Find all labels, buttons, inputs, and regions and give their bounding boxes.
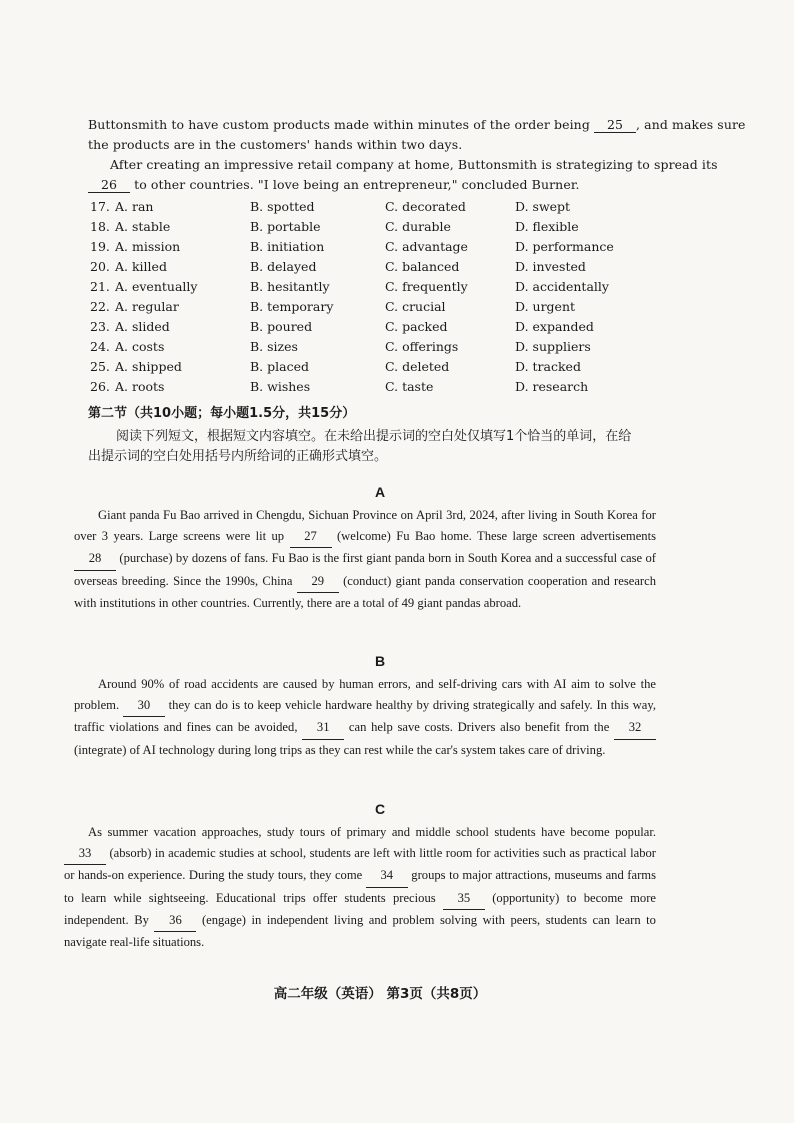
intro-text: , and makes sure: [636, 117, 746, 132]
intro-text: Buttonsmith to have custom products made within minutes of the order being: [88, 117, 590, 132]
option-row-19: [90, 239, 650, 257]
option-d: D. accidentally: [515, 279, 609, 294]
instructions-line-1: 阅读下列短文，根据短文内容填空。在未给出提示词的空白处仅填写1个恰当的单词，在给: [116, 429, 632, 444]
option-b: B. sizes: [250, 339, 298, 354]
option-d: D. performance: [515, 239, 614, 254]
instructions-line-2: 出提示词的空白处用括号内所给词的正确形式填空。: [88, 449, 388, 464]
blank-29: 29: [297, 571, 339, 593]
option-b: B. spotted: [250, 199, 315, 214]
option-a: A. ran: [115, 199, 154, 214]
passage-text: (opportunity) to become more independent. By: [64, 890, 656, 927]
question-number: 24.: [90, 339, 110, 354]
option-b: B. initiation: [250, 239, 325, 254]
option-b: B. poured: [250, 319, 313, 334]
passage-text: (absorb) in academic studies at school, students are left with little room for activities such as practical labor or hands-on experience. During the study tours, they come: [64, 846, 656, 883]
option-b: B. wishes: [250, 379, 311, 394]
option-row-21: [90, 279, 650, 297]
option-a: A. mission: [115, 239, 181, 254]
option-a: A. killed: [115, 259, 167, 274]
option-c: C. decorated: [385, 199, 466, 214]
intro-line-3: After creating an impressive retail company at home, Buttonsmith is strategizing to spread its: [110, 157, 718, 172]
option-d: D. swept: [515, 199, 571, 214]
blank-26: 26: [88, 177, 130, 193]
blank-28: 28: [74, 548, 116, 570]
blank-31: 31: [302, 717, 344, 739]
option-d: D. tracked: [515, 359, 581, 374]
passage-text: (engage) in independent living and problem solving with peers, students can learn to navigate real-life situations.: [64, 912, 656, 950]
question-number: 19.: [90, 239, 110, 254]
option-row-24: [90, 339, 650, 357]
question-number: 26.: [90, 379, 110, 394]
option-row-22: [90, 299, 650, 317]
blank-32: 32: [614, 717, 656, 739]
blank-35: 35: [443, 888, 485, 910]
question-number: 22.: [90, 299, 110, 314]
option-c: C. crucial: [385, 299, 446, 314]
question-number: 18.: [90, 219, 110, 234]
question-number: 21.: [90, 279, 110, 294]
passage-text: they can do is to keep vehicle hardware healthy by driving strategically and safely. In this way, traffic violations and fines can be avoided,: [74, 698, 656, 735]
option-a: A. roots: [115, 379, 165, 394]
option-b: B. temporary: [250, 299, 334, 314]
question-number: 20.: [90, 259, 110, 274]
question-number: 17.: [90, 199, 110, 214]
option-row-18: [90, 219, 650, 237]
passage-c: [64, 822, 656, 953]
option-d: D. urgent: [515, 299, 576, 314]
option-a: A. regular: [115, 299, 179, 314]
option-c: C. offerings: [385, 339, 459, 354]
passage-text: (conduct) giant panda conservation cooperation and research with institutions in other countries. Currently, there are a total of 49 giant pandas abroad.: [74, 573, 657, 610]
passage-a: [74, 505, 656, 614]
option-b: B. hesitantly: [250, 279, 330, 294]
passage-c-title: C: [374, 801, 386, 817]
passage-text: (purchase) by dozens of fans. Fu Bao is the first giant panda born in South Korea and a successful case of overseas breeding. Since the 1990s, China: [74, 551, 656, 588]
option-d: D. flexible: [515, 219, 579, 234]
option-a: A. stable: [115, 219, 171, 234]
option-a: A. slided: [115, 319, 170, 334]
intro-text: to other countries. "I love being an entrepreneur," concluded Burner.: [134, 177, 580, 192]
option-c: C. frequently: [385, 279, 468, 294]
passage-text: (welcome) Fu Bao home. These large screen advertisements: [336, 529, 656, 544]
option-b: B. placed: [250, 359, 309, 374]
option-row-25: [90, 359, 650, 377]
option-c: C. taste: [385, 379, 434, 394]
passage-text: Around 90% of road accidents are caused by human errors, and self-driving cars with AI aim to solve the problem.: [74, 677, 656, 713]
option-d: D. expanded: [515, 319, 594, 334]
option-a: A. shipped: [115, 359, 182, 374]
intro-line-1: [88, 117, 746, 133]
passage-b: [74, 674, 656, 761]
option-a: A. eventually: [115, 279, 198, 294]
question-number: 23.: [90, 319, 110, 334]
blank-27: 27: [290, 526, 332, 548]
passage-text: groups to major attractions, museums and farms to learn while sightseeing. Educational trips offer students precious: [64, 868, 656, 905]
option-row-23: [90, 319, 650, 337]
passage-text: As summer vacation approaches, study tours of primary and middle school students have become popular.: [88, 825, 656, 839]
option-row-17: [90, 199, 650, 217]
option-d: D. suppliers: [515, 339, 591, 354]
option-c: C. balanced: [385, 259, 460, 274]
option-d: D. research: [515, 379, 589, 394]
blank-25: 25: [594, 117, 636, 133]
passage-text: can help save costs. Drivers also benefit from the: [348, 720, 610, 735]
option-row-26: [90, 379, 650, 397]
option-a: A. costs: [115, 339, 165, 354]
passage-a-title: A: [374, 484, 386, 500]
passage-b-title: B: [374, 653, 386, 669]
page-footer: 高二年级（英语） 第3页（共8页）: [273, 986, 487, 1002]
option-c: C. advantage: [385, 239, 468, 254]
blank-36: 36: [154, 910, 196, 932]
question-number: 25.: [90, 359, 110, 374]
option-b: B. delayed: [250, 259, 317, 274]
passage-text: Giant panda Fu Bao arrived in Chengdu, Sichuan Province on April 3rd, 2024, after living in South Korea for over 3 years. Large screens were lit up: [74, 508, 656, 544]
option-b: B. portable: [250, 219, 321, 234]
option-c: C. durable: [385, 219, 451, 234]
blank-30: 30: [123, 695, 165, 717]
option-d: D. invested: [515, 259, 586, 274]
blank-33: 33: [64, 843, 106, 865]
intro-line-4: [88, 177, 580, 193]
option-c: C. deleted: [385, 359, 450, 374]
option-c: C. packed: [385, 319, 448, 334]
passage-text: (integrate) of AI technology during long trips as they can rest while the car's system takes care of driving.: [74, 742, 606, 757]
section-heading: 第二节（共10小题；每小题1.5分，共15分）: [88, 406, 356, 421]
blank-34: 34: [366, 865, 408, 887]
option-row-20: [90, 259, 650, 277]
intro-line-2: the products are in the customers' hands within two days.: [88, 137, 463, 152]
